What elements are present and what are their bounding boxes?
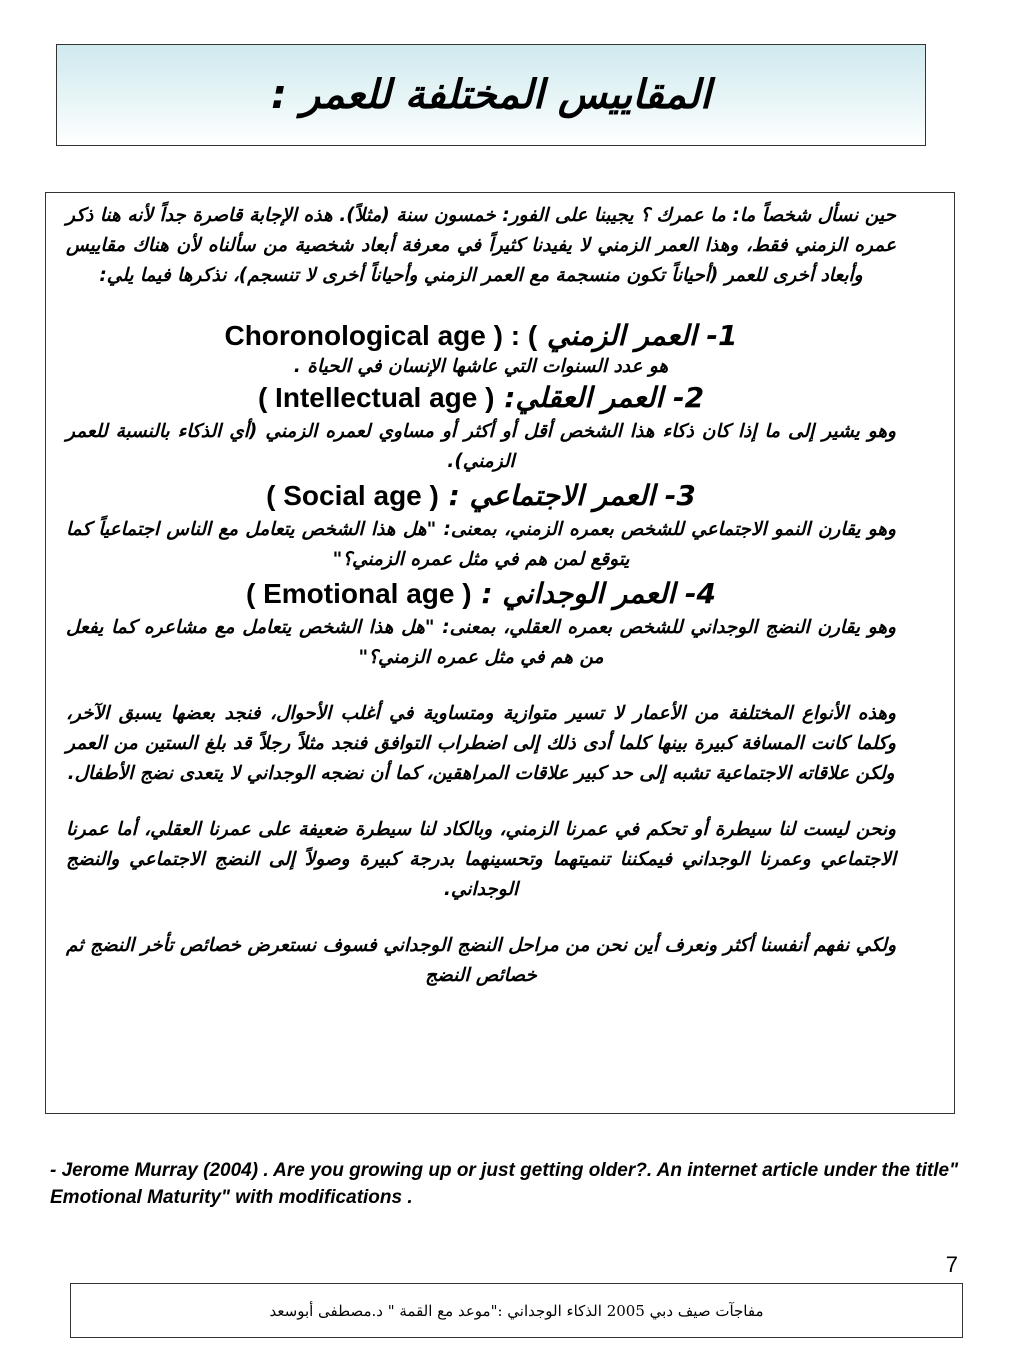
age-heading-en: ( Social age ) (266, 480, 439, 511)
age-heading-en: ( Emotional age ) (245, 578, 472, 609)
page-title: المقاييس المختلفة للعمر : (271, 72, 711, 118)
citation: - Jerome Murray (2004) . Are you growing up or just getting older?. An internet article under the title" Emotional Maturity" with modifications . (50, 1160, 959, 1208)
footer-text: مفاجآت صيف دبي 2005 الذكاء الوجداني :"موعد مع القمة " د.مصطفى أبوسعد (269, 1301, 764, 1320)
age-heading-ar: 2- العمر العقلي: (504, 381, 705, 414)
age-description-social: وهو يقارن النمو الاجتماعي للشخص بعمره الزمني، بمعنى: "هل هذا الشخص يتعامل مع الناس اجتماعياً كما يتوقع لمن هم في مثل عمره الزمني؟" (66, 519, 896, 570)
age-heading-ar: 4- العمر الوجداني : (481, 577, 717, 610)
age-heading-intellectual (66, 379, 896, 417)
intro-paragraph: حين نسأل شخصاً ما: ما عمرك ؟ يجيبنا على الفور: خمسون سنة (مثلاً). هذه الإجابة قاصرة جداً لأنه هنا ذكر عمره الزمني فقط، وهذا العمر الزمني لا يفيدنا كثيراً في معرفة أبعاد شخصية من سألناه لأن هناك مقاييس وأبعاد أخرى للعمر (أحياناً تكون منسجمة مع العمر الزمني وأحياناً أخرى لا تنسجم)، نذكرها فيما يلي: (66, 205, 896, 286)
age-heading-en: Choronological age ) : ( (224, 320, 538, 351)
age-description-chronological: هو عدد السنوات التي عاشها الإنسان في الحياة . (293, 356, 669, 377)
age-heading-en: ( Intellectual age ) (257, 382, 495, 413)
content-box (45, 192, 955, 1114)
age-description-emotional: وهو يقارن النضج الوجداني للشخص بعمره العقلي، بمعنى: "هل هذا الشخص يتعامل مع مشاعره كما يفعل من هم في مثل عمره الزمني؟" (66, 617, 896, 668)
age-heading-ar: 1- العمر الزمني (546, 319, 738, 352)
age-description-intellectual: وهو يشير إلى ما إذا كان ذكاء هذا الشخص أقل أو أكثر أو مساوي لعمره الزمني (أي الذكاء بالنسبة للعمر الزمني). (66, 421, 896, 472)
body-paragraph-2: وهذه الأنواع المختلفة من الأعمار لا تسير متوازية ومتساوية في أغلب الأحوال، فنجد بعضها يسبق الآخر، وكلما كانت المسافة كبيرة بينها كلما أدى ذلك إلى اضطراب التوافق فنجد مثلاً رجلاً قد بلغ الستين من العمر ولكن علاقاته الاجتماعية تشبه إلى حد كبير علاقات المراهقين، كما أن نضجه الوجداني لا يتعدى نضج الأطفال. (66, 703, 896, 784)
body-paragraph-4: ولكي نفهم أنفسنا أكثر ونعرف أين نحن من مراحل النضج الوجداني فسوف نستعرض خصائص تأخر النضج ثم خصائص النضج (66, 935, 896, 986)
age-heading-social (66, 477, 896, 515)
age-heading-emotional (66, 575, 896, 613)
page-number: 7 (945, 1252, 958, 1277)
age-heading-ar: 3- العمر الاجتماعي : (448, 479, 696, 512)
title-box (56, 44, 926, 146)
body-paragraph-3: ونحن ليست لنا سيطرة أو تحكم في عمرنا الزمني، وبالكاد لنا سيطرة ضعيفة على عمرنا العقلي، أما عمرنا الاجتماعي وعمرنا الوجداني فيمكننا تنميتهما وتحسينهما بدرجة كبيرة وصولاً إلى النضج الاجتماعي والنضج الوجداني. (66, 819, 896, 900)
footer-box (70, 1283, 963, 1338)
age-heading-chronological (66, 317, 896, 355)
